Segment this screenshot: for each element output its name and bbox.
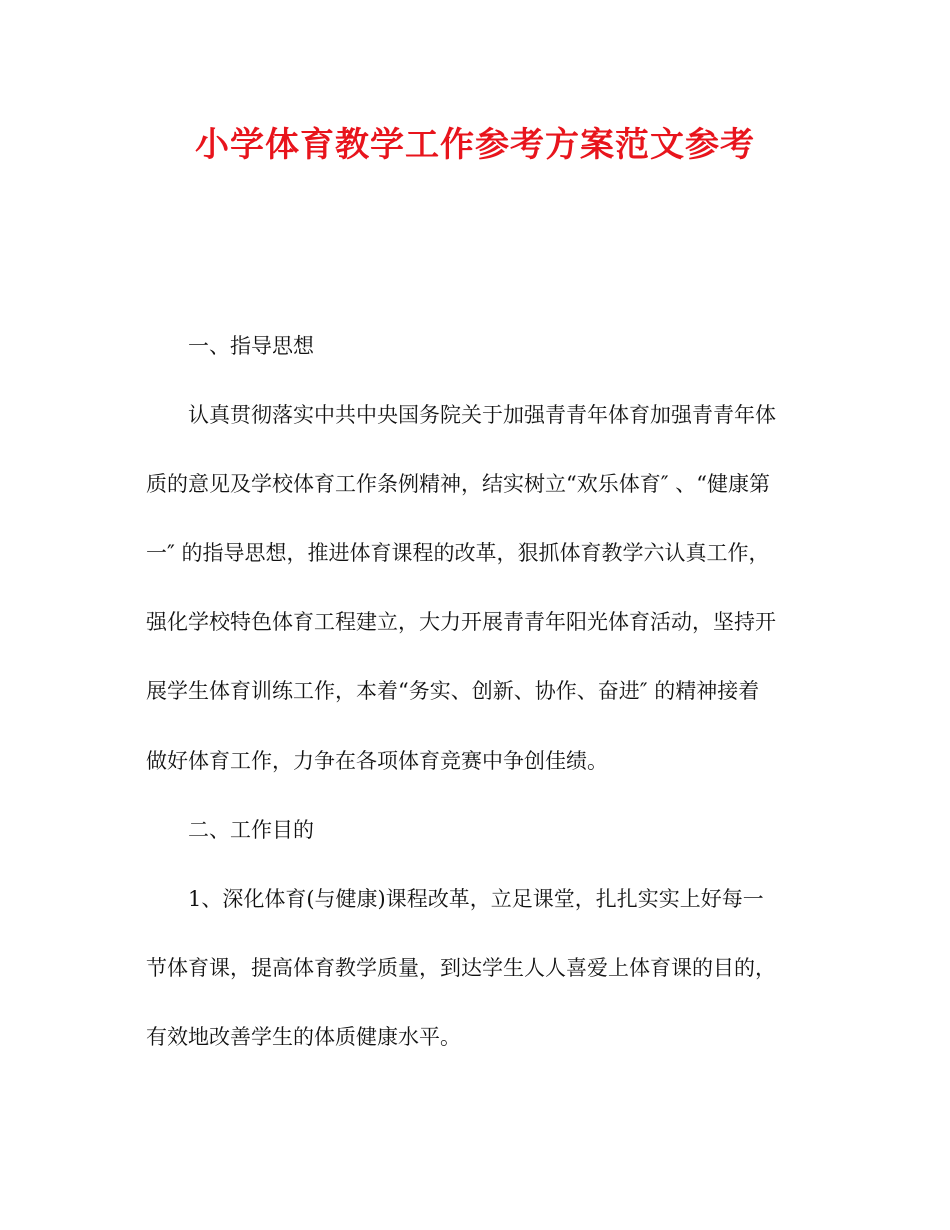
- paragraph-line: 强化学校特色体育工程建立，大力开展青青年阳光体育活动，坚持开: [146, 610, 776, 635]
- paragraph-line: 1、深化体育(与健康)课程改革，立足课堂，扎扎实实上好每一: [188, 886, 764, 911]
- paragraph-line: 展学生体育训练工作，本着“务实、创新、协作、奋进″ 的精神接着: [146, 679, 760, 704]
- document-body: [146, 312, 806, 1072]
- paragraph-line: 一″ 的指导思想，推进体育课程的改革，狠抓体育教学六认真工作，: [146, 541, 770, 566]
- paragraph-line: 做好体育工作，力争在各项体育竞赛中争创佳绩。: [146, 748, 608, 773]
- paragraph-line: 质的意见及学校体育工作条例精神，结实树立“欢乐体育″ 、“健康第: [146, 472, 770, 497]
- paragraph-line: 节体育课，提高体育教学质量，到达学生人人喜爱上体育课的目的，: [146, 955, 776, 980]
- section-heading: 二、工作目的: [188, 817, 314, 842]
- section-heading: 一、指导思想: [188, 334, 314, 358]
- paragraph-line: 认真贯彻落实中共中央国务院关于加强青青年体育加强青青年体: [188, 403, 776, 428]
- document-title: 小学体育教学工作参考方案范文参考: [195, 125, 755, 165]
- paragraph-line: 有效地改善学生的体质健康水平。: [146, 1024, 461, 1049]
